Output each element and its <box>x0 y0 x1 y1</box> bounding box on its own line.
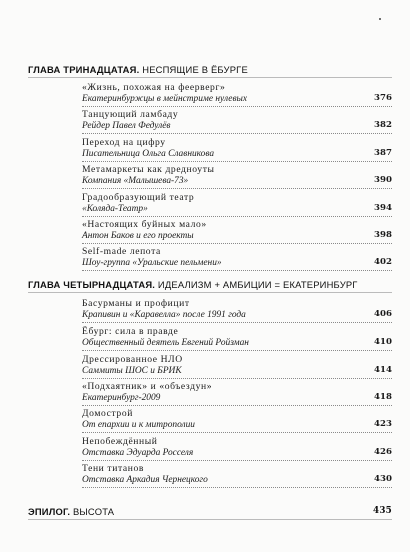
entry-subtitle: «Коляда-Театр» <box>82 204 148 214</box>
entry-page-number: 418 <box>374 392 392 402</box>
entry-subtitle: Шоу-группа «Уральские пельмени» <box>82 258 222 268</box>
entry-subtitle: Екатеринбуржцы в мейнстриме нулевых <box>82 94 248 104</box>
corner-dot <box>379 18 381 20</box>
entry-subtitle: Антон Баков и его проекты <box>82 231 194 241</box>
epilogue-label: ЭПИЛОГ. <box>28 506 71 517</box>
toc-entry[interactable] <box>82 354 392 380</box>
entry-title: Ёбург: сила в правде <box>82 326 179 337</box>
entry-title: Self-made лепота <box>82 246 161 257</box>
dot-leader <box>82 216 392 217</box>
entry-title: Тени титанов <box>82 463 144 474</box>
entry-title: Метамаркеты как дредноуты <box>82 164 215 175</box>
entry-title: Дрессированное НЛО <box>82 354 183 365</box>
entry-page-number: 423 <box>374 419 392 429</box>
chapter-label: ГЛАВА ТРИНАДЦАТАЯ. <box>28 64 140 75</box>
entry-subtitle: Общественный деятель Евгений Ройзман <box>82 338 249 348</box>
entry-subtitle: Отставка Эдуарда Росселя <box>82 448 194 458</box>
dot-leader <box>82 378 392 379</box>
entry-title: Домострой <box>82 408 133 419</box>
entry-subtitle: Рейдер Павел Федулёв <box>82 121 171 131</box>
dot-leader <box>82 322 392 323</box>
toc-entry[interactable] <box>82 326 392 352</box>
chapter-title: НЕСПЯЩИЕ В ЁБУРГЕ <box>142 64 248 75</box>
epilogue-page-number: 435 <box>373 506 392 516</box>
entry-subtitle: Отставка Аркадия Чернецкого <box>82 475 208 485</box>
entry-subtitle: Крапивин и «Каравелла» после 1991 года <box>82 310 246 320</box>
entry-page-number: 430 <box>374 474 392 484</box>
chapter-title: ИДЕАЛИЗМ + АМБИЦИИ = ЕКАТЕРИНБУРГ <box>157 279 358 290</box>
dot-leader <box>82 133 392 134</box>
entry-title: «Настоящих буйных мало» <box>82 219 207 230</box>
entry-title: Танцующий ламбаду <box>82 109 179 120</box>
entry-page-number: 390 <box>374 175 392 185</box>
entry-subtitle: От епархии и к митрополии <box>82 420 195 430</box>
toc-entry[interactable] <box>82 246 392 272</box>
dot-leader <box>82 487 392 488</box>
epilogue-title: ВЫСОТА <box>72 506 115 517</box>
toc-entry[interactable] <box>82 381 392 407</box>
toc-entry[interactable] <box>82 219 392 245</box>
entry-page-number: 402 <box>374 257 392 267</box>
chapter-label: ГЛАВА ЧЕТЫРНАДЦАТАЯ. <box>28 279 156 290</box>
toc-entry[interactable] <box>82 164 392 190</box>
toc-entry[interactable] <box>82 192 392 218</box>
entry-title: «Жизнь, похожая на феерверг» <box>82 82 226 93</box>
dot-leader <box>82 350 392 351</box>
entry-title: Переход на цифру <box>82 137 166 148</box>
toc-entry[interactable] <box>82 436 392 462</box>
dot-leader <box>82 432 392 433</box>
entry-page-number: 387 <box>374 148 392 158</box>
dot-leader <box>82 243 392 244</box>
entry-page-number: 382 <box>374 120 392 130</box>
entry-page-number: 406 <box>374 309 392 319</box>
entry-subtitle: Компания «Малышева-73» <box>82 176 189 186</box>
entry-subtitle: Екатеринбург-2009 <box>82 393 161 403</box>
entry-subtitle: Писательница Ольга Славникова <box>82 149 215 159</box>
dot-leader <box>82 188 392 189</box>
entry-title: Непобеждённый <box>82 436 158 447</box>
toc-entry[interactable] <box>82 298 392 324</box>
chapter-14-heading <box>28 279 392 293</box>
toc-entry[interactable] <box>82 109 392 135</box>
entry-subtitle: Саммиты ШОС и БРИК <box>82 366 182 376</box>
entry-page-number: 398 <box>374 230 392 240</box>
entry-title: Градообразующий театр <box>82 192 195 203</box>
toc-entry[interactable] <box>82 463 392 489</box>
entry-page-number: 376 <box>374 93 392 103</box>
dot-leader <box>82 270 392 271</box>
entry-title: «Подхаятник» и «объездун» <box>82 381 213 392</box>
toc-entry[interactable] <box>82 137 392 163</box>
toc-entry[interactable] <box>82 408 392 434</box>
toc-entry[interactable] <box>82 82 392 108</box>
dot-leader <box>82 161 392 162</box>
dot-leader <box>82 106 392 107</box>
entry-page-number: 394 <box>374 203 392 213</box>
entry-page-number: 426 <box>374 447 392 457</box>
dot-leader <box>82 460 392 461</box>
entry-page-number: 414 <box>374 365 392 375</box>
epilogue-heading[interactable] <box>28 506 392 520</box>
chapter-13-heading <box>28 64 392 78</box>
entry-title: Басурманы и профицит <box>82 298 190 309</box>
entry-page-number: 410 <box>374 337 392 347</box>
dot-leader <box>82 405 392 406</box>
